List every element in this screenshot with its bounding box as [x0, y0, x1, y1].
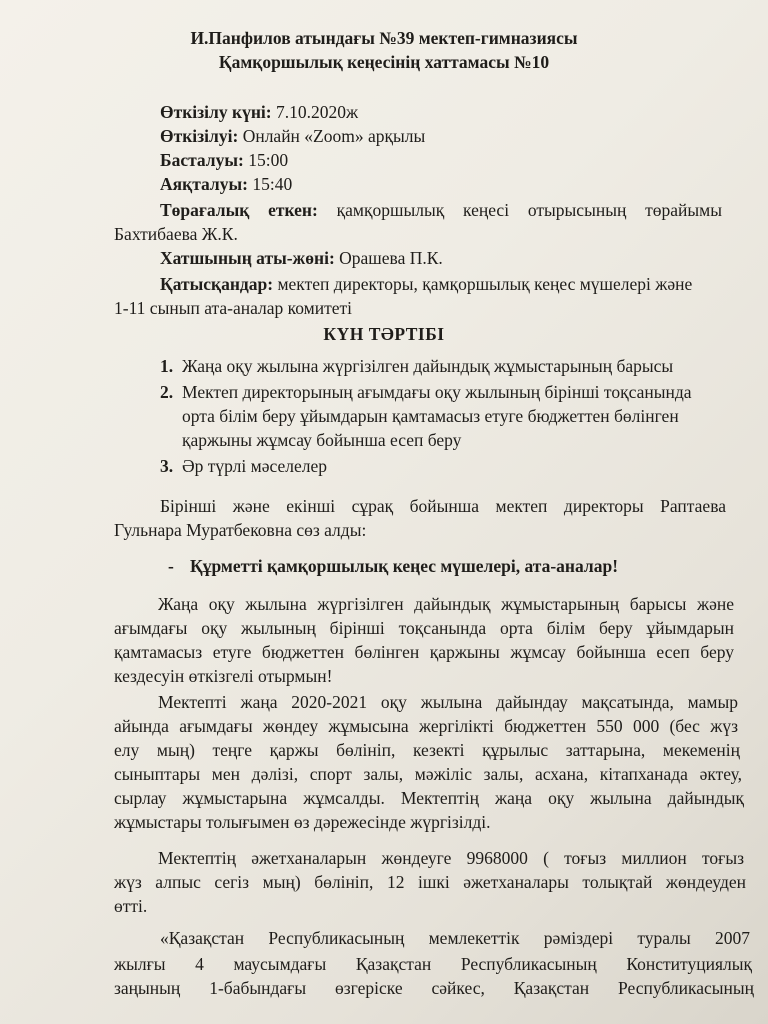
agenda-item-2-cont: қаржыны жұмсау бойынша есеп беру [182, 430, 462, 450]
chair-label: Төрағалық еткен: [160, 200, 318, 220]
secretary-value: Орашева П.К. [334, 248, 443, 268]
protocol-title: Қамқоршылық кеңесінің хаттамасы №10 [218, 52, 550, 72]
participants-value: мектеп директоры, қамқоршылық кеңес мүшелері және [273, 274, 693, 294]
meeting-start-label: Басталуы: [160, 150, 244, 170]
paragraph-line: өтті. [114, 896, 148, 916]
chair-name: Бахтибаева Ж.К. [114, 224, 238, 244]
agenda-item-1 [160, 354, 673, 378]
agenda-item-2-num: 2. [160, 382, 174, 402]
paragraph-line: Мектептің әжетханаларын жөндеуге 9968000 ( тоғыз миллион тоғыз [158, 848, 744, 868]
agenda-item-3 [160, 454, 327, 478]
meeting-venue [160, 124, 425, 148]
meeting-end-label: Аяқталуы: [160, 174, 248, 194]
paragraph-line: Мектепті жаңа 2020-2021 оқу жылына дайындау мақсатында, мамыр [158, 692, 738, 712]
agenda-item-3-num: 3. [160, 456, 174, 476]
participants-label: Қатысқандар: [160, 274, 274, 294]
paragraph-line: жылғы 4 маусымдағы Қазақстан Республикасының Конституциялық [114, 954, 752, 974]
participants-line [160, 272, 692, 296]
meeting-date-label: Өткізілу күні: [160, 102, 272, 122]
school-title: И.Панфилов атындағы №39 мектеп-гимназиясы [190, 28, 578, 48]
paragraph-line: елу мың) теңге қаржы бөлініп, кезекті құрылыс заттарына, мекеменің [114, 740, 740, 760]
address-greeting: Құрметті қамқоршылық кеңес мүшелері, ата-аналар! [190, 556, 619, 576]
paragraph-line: жұмыстары толығымен өз дәрежесінде жүргізілді. [114, 812, 491, 832]
meeting-start [160, 148, 288, 172]
agenda-item-2-text: Мектеп директорының ағымдағы оқу жылының бірінші тоқсанында [182, 382, 692, 402]
secretary-line [160, 246, 443, 270]
paragraph-line: қамтамасыз етуге бюджеттен бөлінген қаржыны жұмсау бойынша есеп беру [114, 642, 734, 662]
meeting-date-value: 7.10.2020ж [271, 102, 359, 122]
paragraph-line: кездесуін өткізгелі отырмын! [114, 666, 333, 686]
meeting-end-value: 15:40 [247, 174, 293, 194]
paragraph-line: ағымдағы оқу жылының бірінші тоқсанында орта білім беру ұйымдарын [114, 618, 734, 638]
meeting-date [160, 100, 358, 124]
intro-line: Бірінші және екінші сұрақ бойынша мектеп директоры Раптаева [160, 496, 726, 516]
meeting-end [160, 172, 292, 196]
agenda-item-2-cont: орта білім беру ұйымдарын қамтамасыз етуге бюджеттен бөлінген [182, 406, 679, 426]
participants-line-2: 1-11 сынып ата-аналар комитеті [114, 298, 353, 318]
paragraph-line: сыныптары мен дәлізі, спорт залы, мәжіліс залы, асхана, кітапханада әктеу, [114, 764, 742, 784]
chair-line [160, 198, 722, 222]
address-dash: - [168, 556, 174, 576]
paragraph-line: жүз алпыс сегіз мың) бөлініп, 12 ішкі әжетханалары толықтай жөндеуден [114, 872, 746, 892]
agenda-item-1-num: 1. [160, 356, 174, 376]
paragraph-line: заңының 1-бабындағы өзгеріске сәйкес, Қазақстан Республикасының [114, 978, 754, 998]
paragraph-line: Жаңа оқу жылына жүргізілген дайындық жұмыстарының барысы және [158, 594, 734, 614]
paragraph-line: «Қазақстан Республикасының мемлекеттік рәміздері туралы 2007 [160, 928, 750, 948]
meeting-start-value: 15:00 [243, 150, 289, 170]
agenda-heading: КҮН ТӘРТІБІ [323, 324, 445, 344]
agenda-item-2 [160, 380, 692, 404]
agenda-item-1-text: Жаңа оқу жылына жүргізілген дайындық жұмыстарының барысы [182, 356, 674, 376]
secretary-label: Хатшының аты-жөні: [160, 248, 335, 268]
meeting-venue-value: Онлайн «Zoom» арқылы [238, 126, 426, 146]
paragraph-line: сырлау жұмыстарына жұмсалды. Мектептің жаңа оқу жылына дайындық [114, 788, 744, 808]
meeting-venue-label: Өткізілуі: [160, 126, 239, 146]
paragraph-line: айында ағымдағы жөндеу жұмысына жергілікті бюджеттен 550 000 (бес жүз [114, 716, 738, 736]
agenda-item-3-text: Әр түрлі мәселелер [182, 456, 327, 476]
intro-line-2: Гульнара Муратбековна сөз алды: [114, 520, 367, 540]
chair-value: қамқоршылық кеңесі отырысының төрайымы [336, 200, 722, 220]
